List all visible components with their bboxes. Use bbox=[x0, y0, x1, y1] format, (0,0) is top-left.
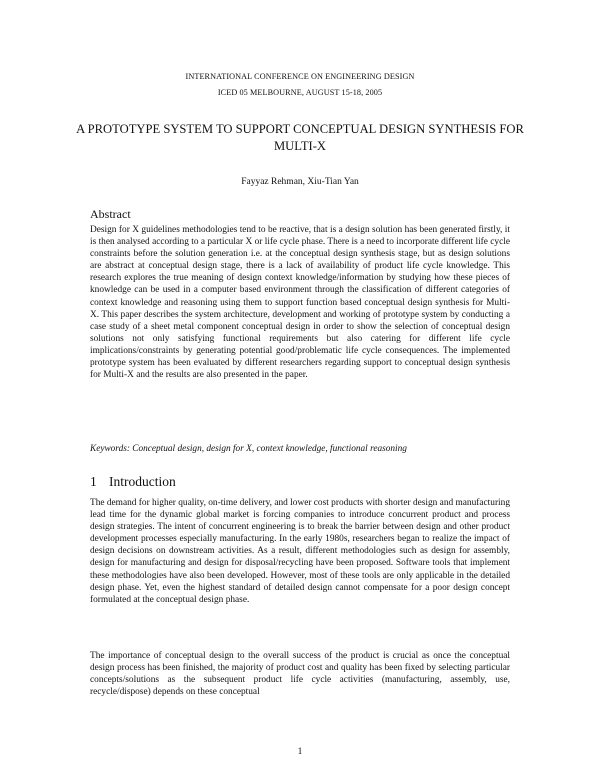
paper-title: A PROTOTYPE SYSTEM TO SUPPORT CONCEPTUAL DESIGN SYNTHESIS FOR MULTI-X bbox=[76, 122, 524, 153]
abstract-text: Design for X guidelines methodologies tend to be reactive, that is a design solution has been generated firstly, it is then analysed according to a particular X or life cycle phase. There is a need to incorporate different life cycle constraints before the solution generation i.e. at the conceptual design synthesis stage, but as design solutions are abstract at conceptual design stage, there is a lack of availability of product life cycle knowledge. This research explores the true meaning of design context knowledge/information by studying how these pieces of knowledge can be used in a computer based environment through the classification of different categories of context knowledge and reasoning using them to support function based conceptual design synthesis for Multi-X. This paper describes the system architecture, development and working of prototype system by conducting a case study of a sheet metal component conceptual design in order to show the selection of conceptual design solutions not only satisfying functional requirements but also catering for different life cycle implications/constraints by generating potential good/problematic life cycle consequences. The implemented prototype system has been evaluated by different researchers regarding support to conceptual design synthesis for Multi-X and the results are also presented in the paper. bbox=[90, 225, 510, 381]
abstract-heading: Abstract bbox=[90, 207, 131, 221]
conference-name: INTERNATIONAL CONFERENCE ON ENGINEERING DESIGN bbox=[185, 72, 415, 81]
section-heading-introduction bbox=[90, 474, 176, 490]
section-title: Introduction bbox=[109, 474, 176, 489]
conference-event: ICED 05 MELBOURNE, AUGUST 15-18, 2005 bbox=[217, 88, 383, 97]
introduction-paragraph-2: The importance of conceptual design to the overall success of the product is crucial as once the conceptual design process has been finished, the majority of product cost and quality has been fixed by selecting particular concepts/solutions as the subsequent product life cycle activities (manufacturing, assembly, use, recycle/dispose) depends on these conceptual bbox=[90, 651, 510, 698]
keywords: Keywords: Conceptual design, design for X, context knowledge, functional reasoning bbox=[90, 444, 407, 454]
introduction-paragraph-1: The demand for higher quality, on-time delivery, and lower cost products with shorter design and manufacturing lead time for the dynamic global market is forcing companies to introduce concurrent product and process design strategies. The intent of concurrent engineering is to break the barrier between design and other product development processes especially manufacturing. In the early 1980s, researchers began to realize the impact of design decisions on downstream activities. As a result, different methodologies such as design for assembly, design for manufacturing and design for disposal/recycling have been proposed. Software tools that implement these methodologies have also been developed. However, most of these tools are only applicable in the detailed design phase. Yet, even the highest standard of detailed design cannot compensate for a poor design concept formulated at the conceptual design phase. bbox=[90, 498, 510, 605]
section-number: 1 bbox=[90, 474, 97, 489]
paper-authors: Fayyaz Rehman, Xiu-Tian Yan bbox=[241, 177, 359, 187]
page-number: 1 bbox=[297, 747, 303, 757]
